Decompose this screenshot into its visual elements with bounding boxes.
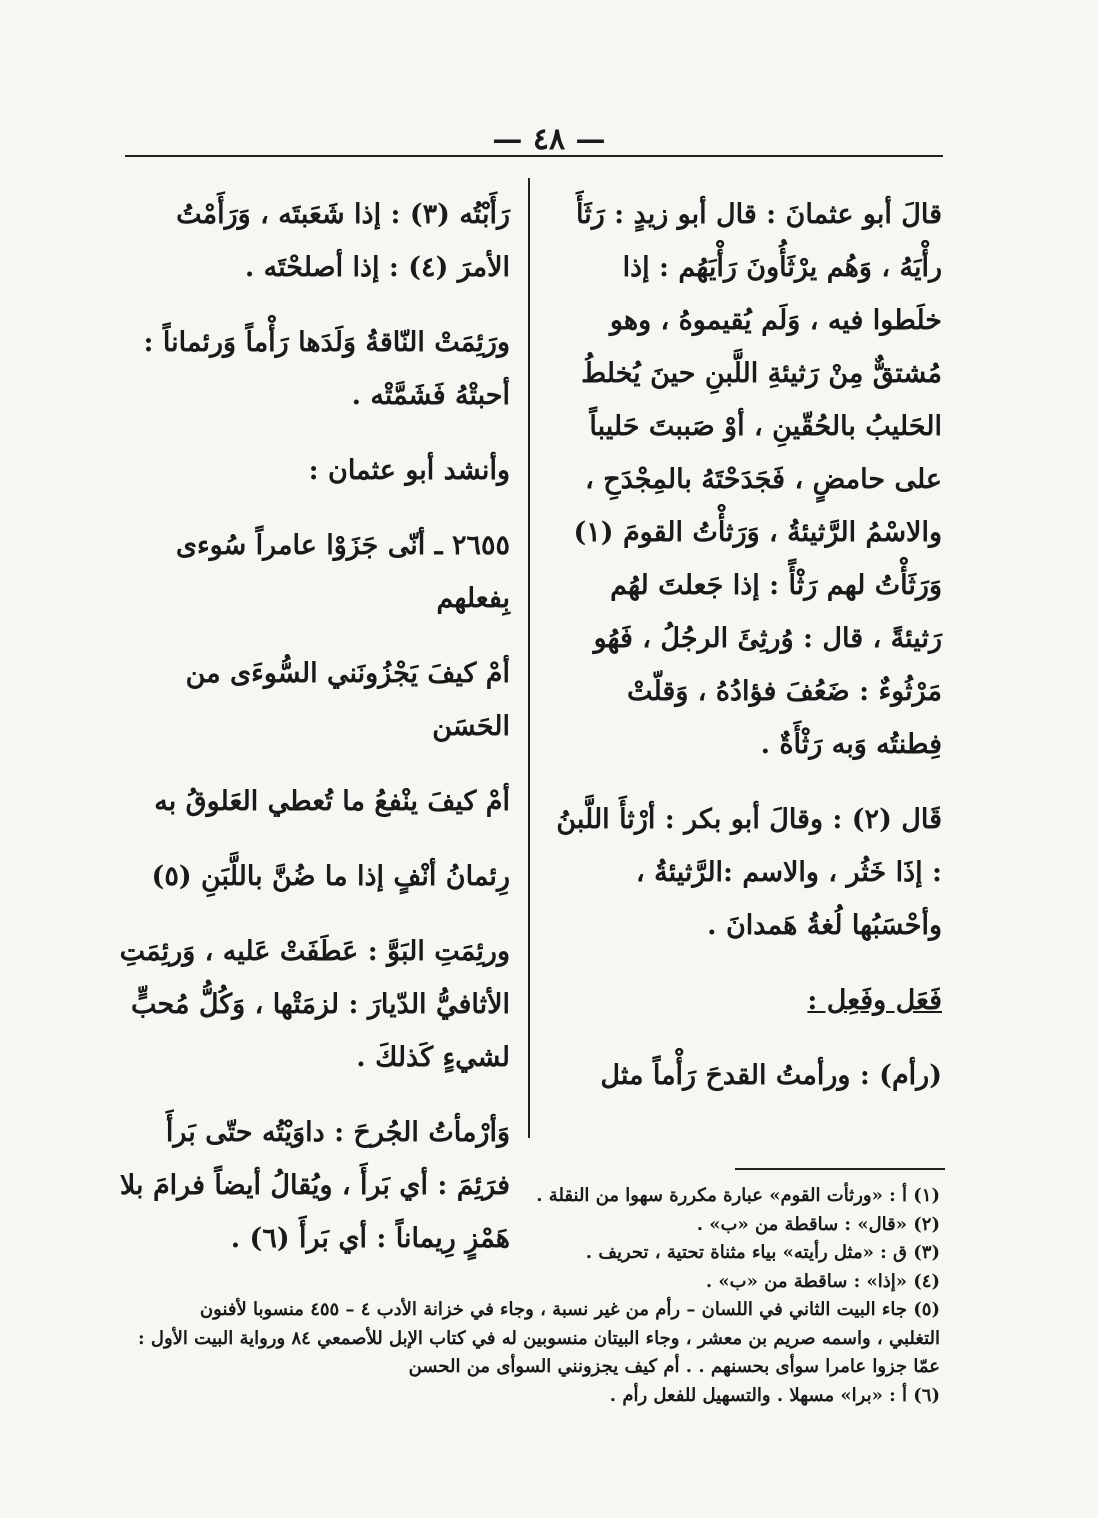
paragraph-anshad: وأنشد أبو عثمان : bbox=[308, 455, 510, 486]
header-rule bbox=[125, 155, 943, 157]
section-heading: فَعَل وفَعِل : bbox=[807, 985, 942, 1016]
right-column bbox=[552, 188, 942, 1124]
footnote: (١) أ : «ورثأت القوم» عبارة مكررة سهوا من النقلة . bbox=[536, 1185, 940, 1206]
paragraph-abu-bakr: قَال (٢) : وقالَ أبو بكر : أرْثأَ اللَّبنُ : إذَا خَثُر ، والاسم :الرَّثيئةُ ، وأحْسَبُها لُغةُ هَمدانَ . bbox=[556, 804, 942, 941]
footnote: (٦) أ : «برا» مسهلا . والتسهيل للفعل رأم . bbox=[609, 1384, 940, 1406]
left-column bbox=[115, 188, 510, 1287]
paragraph-ra-abtuh: رَأَبْتُه (٣) : إذا شَعَبتَه ، وَرَأَمْتُ الأمرَ (٤) : إذا أصلحْتَه . bbox=[176, 199, 510, 283]
footnote: (٥) جاء البيت الثاني في اللسان – رأم من غير نسبة ، وجاء في خزانة الأدب ٤ – ٤٥٥ منسوبا لأفنون bbox=[199, 1299, 940, 1320]
paragraph-rtha: قالَ أبو عثمانَ : قال أبو زيدٍ : رَثَأَ رأْيَهُ ، وَهُم يرْثَأُونَ رَأْيَهُم : إذا خلَطوا فيه ، وَلَم يُقيموهُ ، وهو مُشتقٌّ مِنْ رَثيئةِ اللَّبنِ حينَ يُخلطُ الحَليبُ بالحُقّينِ ، أوْ صَببتَ حَليباً على حامضٍ ، فَجَدَحْتَهُ بالمِجْدَحِ ، والاسْمُ الرَّثيئةُ ، وَرَثأْتُ القومَ (١) وَرَثَأْتُ لهم رَثْأً : إذا جَعلتَ لهُم رَثيئةً ، قال : وُرثِئَ الرجُلُ ، فَهُو مَرْثُوءٌ : ضَعُفَ فؤادُهُ ، وَقلّتْ فِطنتُه وَبه رَثْأَةٌ . bbox=[573, 199, 942, 760]
paragraph-ra-m: (رأم) : ورأمتُ القدحَ رَأْماً مثل bbox=[600, 1060, 942, 1091]
verse-line: أمْ كيفَ ينْفعُ ما تُعطي العَلوقُ به bbox=[154, 786, 510, 817]
verse-line: ٢٦٥٥ ـ أنّى جَزَوْا عامراً سُوءى بِفعلهم bbox=[175, 530, 510, 614]
paragraph-ri-mat: ورَئِمَتْ النّاقةُ وَلَدَها رَأْماً وَرئماناً : أحبتْهُ فَشَمَّتْه . bbox=[143, 327, 510, 411]
footnote: (٤) «إذا» : ساقطة من «ب» . bbox=[705, 1270, 940, 1292]
page-number: — ٤٨ — bbox=[492, 122, 606, 157]
footnote-rule bbox=[735, 1168, 945, 1170]
footnotes bbox=[110, 1182, 940, 1410]
verse-line: أمْ كيفَ يَجْزُونَني السُّوءَى من الحَسَن bbox=[185, 658, 510, 742]
footnote: التغلبي ، واسمه صريم بن معشر ، وجاء البيتان منسوبين له في كتاب الإبل للأصمعي ٨٤ ورواية البيت الأول : bbox=[137, 1327, 940, 1349]
verse-line: رِئمانُ أنْفٍ إذا ما ضُنَّ باللَّبَنِ (٥) bbox=[151, 861, 510, 892]
paragraph-jurh: وَأرْمأتُ الجُرحَ : داوَيْتُه حتّى بَرأَ فرَئِمَ : أي بَرأَ ، ويُقالُ أيضاً فرامَ بلا هَمْزٍ رِيماناً : أي بَرأَ (٦) . bbox=[119, 1117, 510, 1254]
paragraph-bawwa: ورئِمَتِ البَوَّ : عَطَفَتْ عَليه ، وَرئِمَتِ الأثافيُّ الدّيارَ : لزمَتْها ، وَكُلُّ مُحبٍّ لشيءٍ كَذلكَ . bbox=[119, 936, 510, 1073]
footnote: (٢) «قال» : ساقطة من «ب» . bbox=[696, 1213, 940, 1235]
footnote: (٣) ق : «مثل رأيته» بياء مثناة تحتية ، تحريف . bbox=[585, 1242, 940, 1263]
column-divider bbox=[528, 178, 530, 1138]
footnote: عمّا جزوا عامرا سوأى بحسنهم . . أم كيف يجزونني السوأى من الحسن bbox=[408, 1356, 940, 1377]
